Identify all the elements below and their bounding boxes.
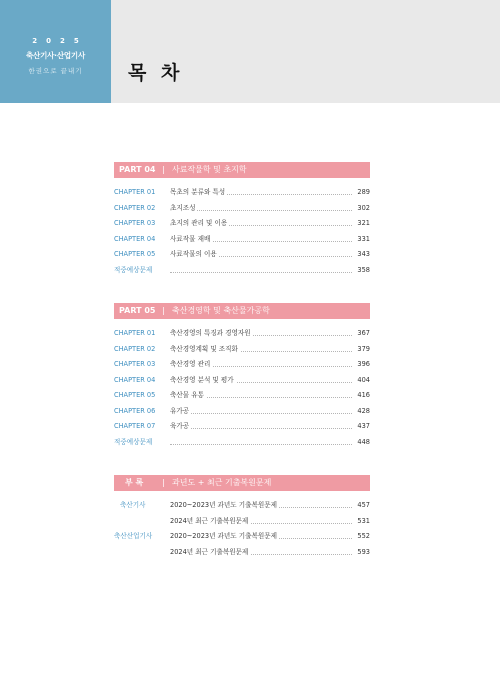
page-number: 416 xyxy=(357,391,370,399)
part-04-section xyxy=(114,162,370,278)
part-label: PART 04 xyxy=(119,165,156,174)
toc-row[interactable] xyxy=(114,357,370,373)
toc-row[interactable] xyxy=(114,201,370,217)
page-number: 367 xyxy=(357,329,370,337)
chapter-label: CHAPTER 05 xyxy=(114,250,156,258)
appendix-section xyxy=(114,475,370,560)
toc-row[interactable] xyxy=(114,404,370,420)
toc-row[interactable] xyxy=(114,435,370,451)
toc-row[interactable] xyxy=(114,545,370,561)
part-title: 축산경영학 및 축산물가공학 xyxy=(172,306,270,315)
toc-row[interactable] xyxy=(114,388,370,404)
brand-name: 축산기사·산업기사 xyxy=(25,51,85,60)
chapter-label: CHAPTER 04 xyxy=(114,234,156,243)
toc-row[interactable] xyxy=(114,263,370,279)
dot-leader xyxy=(170,272,352,273)
dot-leader xyxy=(170,413,352,414)
chapter-title: 축산경영 관리 xyxy=(170,357,212,373)
chapter-title: 축산경영의 특징과 경영자원 xyxy=(170,326,253,342)
appendix-item-title: 2020~2023년 과년도 기출복원문제 xyxy=(170,498,279,514)
divider: | xyxy=(162,306,165,315)
page-number: 358 xyxy=(357,265,370,274)
chapter-label: CHAPTER 04 xyxy=(114,375,156,384)
chapter-title: 축산물 유통 xyxy=(170,388,206,404)
page-number: 289 xyxy=(357,188,370,196)
divider: | xyxy=(162,478,165,487)
toc-row[interactable] xyxy=(114,185,370,201)
category-label: 축산기사 xyxy=(120,501,146,509)
page-number: 448 xyxy=(357,437,370,446)
page-number: 593 xyxy=(357,547,370,556)
page-number: 396 xyxy=(357,360,370,368)
chapter-title: 초지의 관리 및 이용 xyxy=(170,216,229,232)
appendix-title: 과년도 + 최근 기출복원문제 xyxy=(172,478,272,487)
toc-row[interactable] xyxy=(114,373,370,389)
chapter-label: CHAPTER 03 xyxy=(114,219,156,227)
appendix-item-title: 2024년 최근 기출복원문제 xyxy=(170,514,250,530)
chapter-label: CHAPTER 02 xyxy=(114,203,156,212)
chapter-label: 적중예상문제 xyxy=(114,437,153,446)
page-number: 404 xyxy=(357,375,370,384)
toc-row[interactable] xyxy=(114,419,370,435)
page-number: 331 xyxy=(357,234,370,243)
brand-year: 2025 xyxy=(32,37,88,45)
chapter-label: CHAPTER 02 xyxy=(114,344,156,353)
brand-box xyxy=(0,0,111,103)
page-number: 302 xyxy=(357,203,370,212)
appendix-label: 부 록 xyxy=(125,478,144,487)
dot-leader xyxy=(170,428,352,429)
toc-row[interactable] xyxy=(114,498,370,514)
appendix-item-title: 2024년 최근 기출복원문제 xyxy=(170,545,250,561)
part-header xyxy=(114,303,370,319)
chapter-label: CHAPTER 01 xyxy=(114,329,156,337)
chapter-label: CHAPTER 01 xyxy=(114,188,156,196)
page-title: 목 차 xyxy=(128,62,184,84)
page-number: 552 xyxy=(357,532,370,540)
toc-row[interactable] xyxy=(114,342,370,358)
chapter-title: 축산경영계획 및 조직화 xyxy=(170,342,240,358)
chapter-label: 적중예상문제 xyxy=(114,265,153,274)
chapter-title: 축산경영 분석 및 평가 xyxy=(170,373,236,389)
chapter-title: 육가공 xyxy=(170,419,191,435)
page-number: 343 xyxy=(357,250,370,258)
chapter-title: 사료작물의 이용 xyxy=(170,247,219,263)
page-number: 379 xyxy=(357,344,370,353)
toc-row[interactable] xyxy=(114,529,370,545)
chapter-title: 초지조성 xyxy=(170,201,197,217)
toc-row[interactable] xyxy=(114,326,370,342)
appendix-item-title: 2020~2023년 과년도 기출복원문제 xyxy=(170,529,279,545)
chapter-label: CHAPTER 05 xyxy=(114,391,156,399)
part-label: PART 05 xyxy=(119,306,156,315)
chapter-title: 유가공 xyxy=(170,404,191,420)
brand-subtitle: 한권으로 끝내기 xyxy=(28,67,83,75)
toc-row[interactable] xyxy=(114,247,370,263)
chapter-title: 목초의 분류와 특성 xyxy=(170,185,227,201)
part-05-section xyxy=(114,303,370,450)
toc-row[interactable] xyxy=(114,232,370,248)
page-number: 437 xyxy=(357,422,370,430)
toc-row[interactable] xyxy=(114,514,370,530)
chapter-label: CHAPTER 06 xyxy=(114,406,156,415)
dot-leader xyxy=(170,444,352,445)
page-number: 428 xyxy=(357,406,370,415)
chapter-title: 사료작물 재배 xyxy=(170,232,212,248)
page-number: 531 xyxy=(357,516,370,525)
page-number: 321 xyxy=(357,219,370,227)
chapter-label: CHAPTER 07 xyxy=(114,422,156,430)
divider: | xyxy=(162,165,165,174)
part-title: 사료작물학 및 초지학 xyxy=(172,165,247,174)
category-label: 축산산업기사 xyxy=(114,532,153,540)
part-header xyxy=(114,162,370,178)
appendix-header xyxy=(114,475,370,491)
chapter-label: CHAPTER 03 xyxy=(114,360,156,368)
toc-row[interactable] xyxy=(114,216,370,232)
page-number: 457 xyxy=(357,501,370,509)
